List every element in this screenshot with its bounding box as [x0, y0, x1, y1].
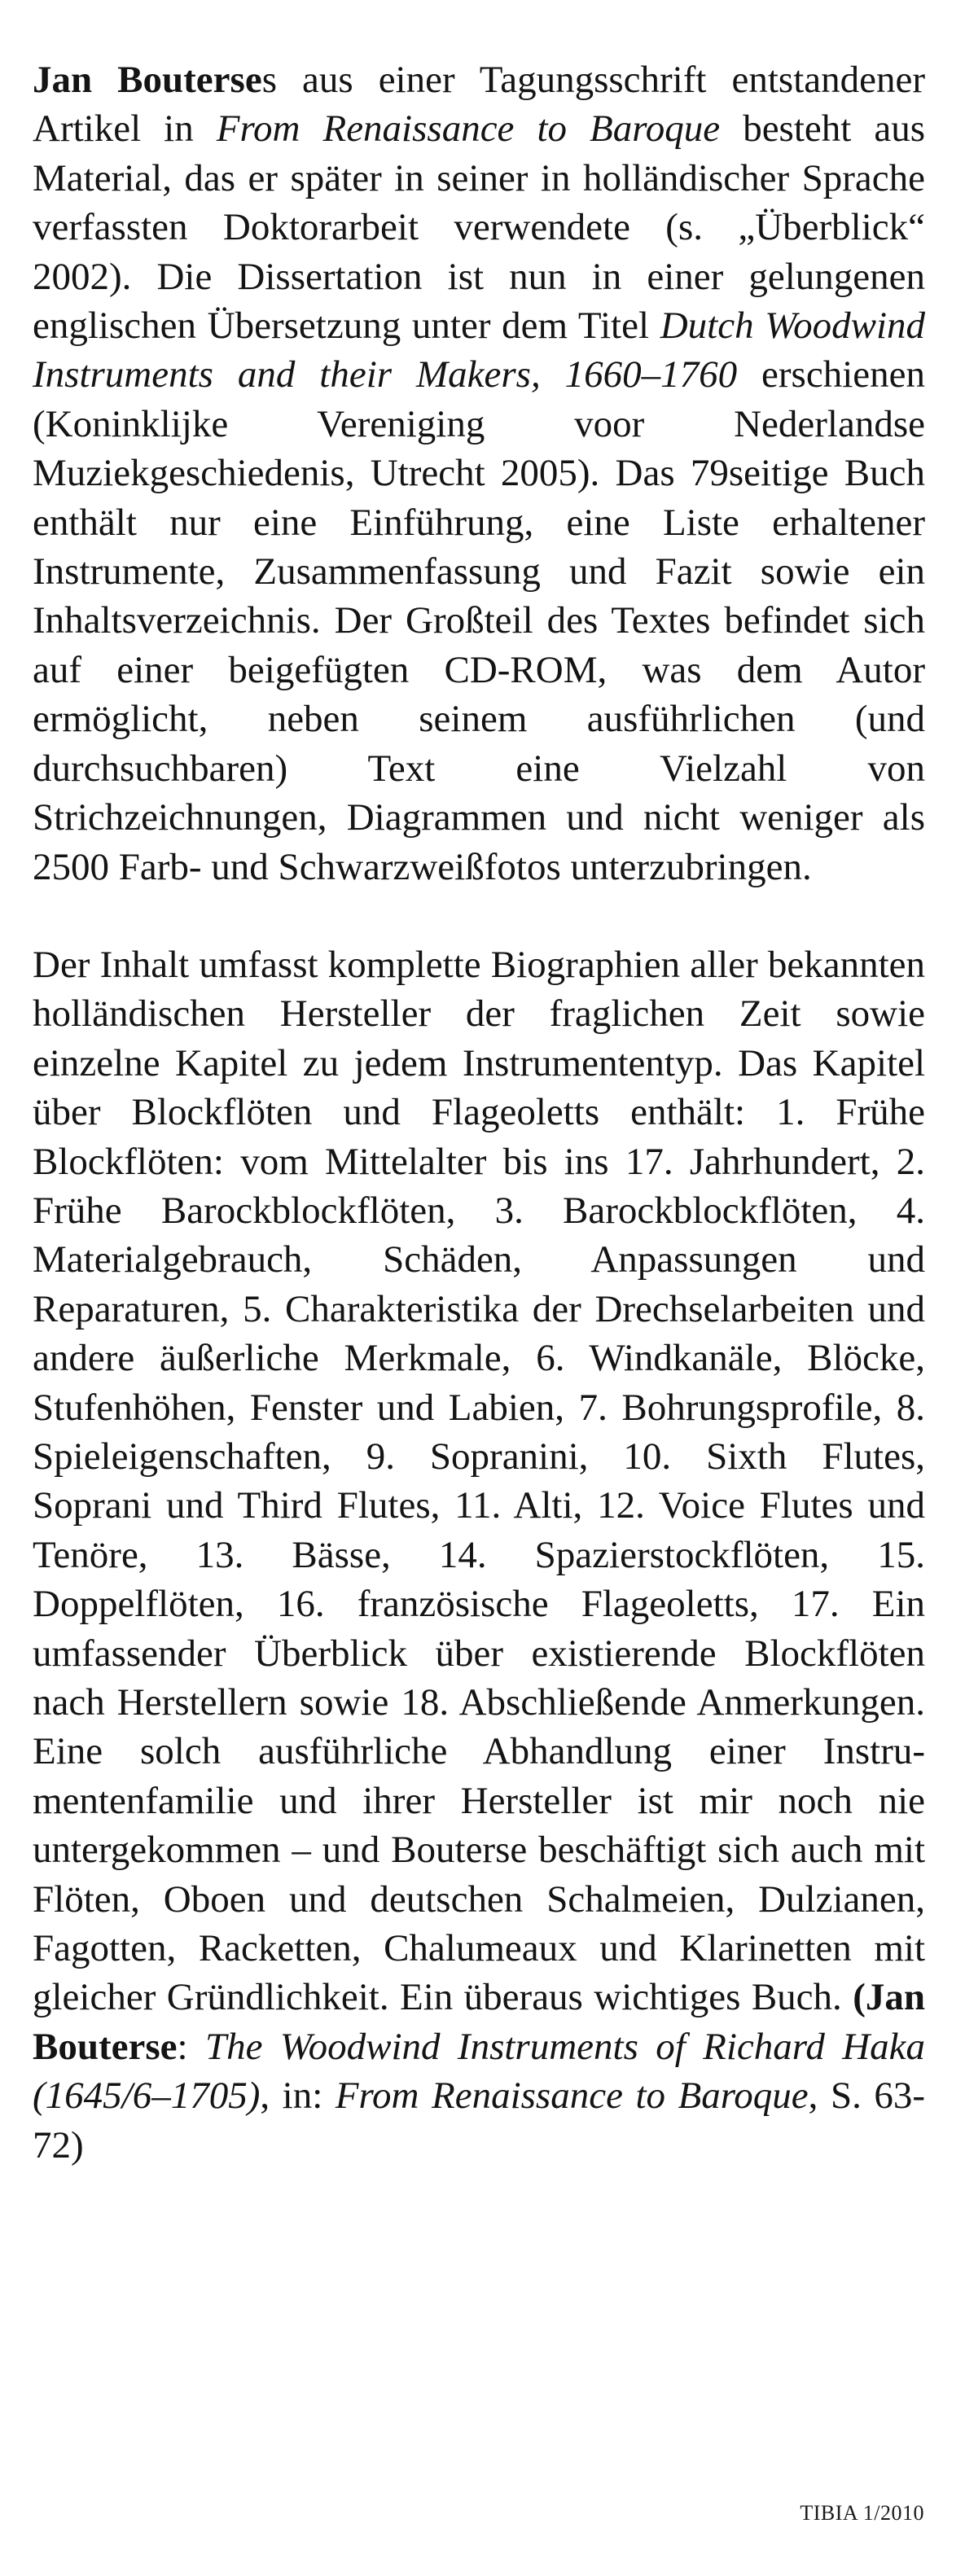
text-segment: erschienen (Koninklijke Vereniging voor Nederlandse Muziekgeschiedenis, Utrecht 2005). Das 79seitige Buch enthält nur eine Einführung, eine Liste erhaltener Instrumente, Zusammenfassung und Fazit sowie ein Inhaltsverzeichnis. Der Großteil des Textes befindet sich auf einer beigefügten CD-ROM, was dem Autor ermöglicht, neben seinem ausführlichen (und durchsuchbaren) Text eine Vielzahl von Strichzeichnungen, Diagrammen und nicht weniger als 2500 Farb- und Schwarzweißfotos unterzubringen.: [33, 353, 925, 888]
book-title: Dutch Woodwind Instruments and their Makers, 1660–1760: [33, 304, 925, 396]
text-segment: , in:: [260, 2074, 336, 2118]
text-segment: , S. 63-72): [33, 2074, 926, 2166]
text-segment: :: [177, 2025, 205, 2068]
book-title: From Renaissance to Baroque: [216, 107, 721, 151]
journal-footer: TIBIA 1/2010: [800, 2501, 924, 2525]
paragraph-2: [33, 940, 925, 2170]
text-segment: Der Inhalt umfasst komplette Biographien aller bekannten holländischen Hersteller der fraglichen Zeit sowie einzelne Kapitel zu jedem Instrumententyp. Das Kapitel über Blockflöten und Flageoletts enthält: 1. Frühe Blockflöten: vom Mittelalter bis ins 17. Jahrhundert, 2. Frühe Barockblockflöten, 3. Barockblockflöten, 4. Materialgebrauch, Schäden, Anpassungen und Reparaturen, 5. Charakteristika der Drechselarbeiten und andere äußerliche Merkmale, 6. Windkanäle, Blöcke, Stufenhöhen, Fenster und Labien, 7. Bohrungsprofile, 8. Spieleigenschaften, 9. Sopranini, 10. Sixth Flutes, Soprani und Third Flutes, 11. Alti, 12. Voice Flutes und Tenöre, 13. Bässe, 14. Spazierstockflöten, 15. Doppelflöten, 16. französische Flageoletts, 17. Ein umfassender Überblick über existierende Blockflöten nach Herstellern sowie 18. Abschließende Anmerkungen. Eine solch ausführliche Abhandlung einer Instrumentenfamilie und ihrer Hersteller ist mir noch nie untergekommen – und Bouterse beschäftigt sich auch mit Flöten, Oboen und deutschen Schalmeien, Dulzianen, Fagotten, Racketten, Chalumeaux und Klarinetten mit gleicher Gründlichkeit. Ein überaus wichtiges Buch.: [33, 943, 925, 2019]
article-title: The Woodwind Instruments of Richard Haka (1645/6–1705): [33, 2025, 925, 2118]
book-title: From Renaissance to Baroque: [335, 2074, 809, 2118]
text-segment: s aus einer Tagungsschrift entstandener Artikel in: [33, 59, 925, 151]
article-page: [33, 55, 925, 2170]
text-segment: besteht aus Material, das er später in seiner in holländischer Sprache verfassten Doktorarbeit verwendete (s. „Überblick“ 2002). Die Dissertation ist nun in einer gelungenen englischen Übersetzung unter dem Titel: [33, 107, 925, 348]
author-name: Jan Bouterse: [33, 1976, 925, 2068]
paragraph-1: [33, 55, 925, 892]
citation-open-paren: (: [853, 1976, 866, 2019]
author-name: Jan Bouterse: [33, 59, 262, 101]
